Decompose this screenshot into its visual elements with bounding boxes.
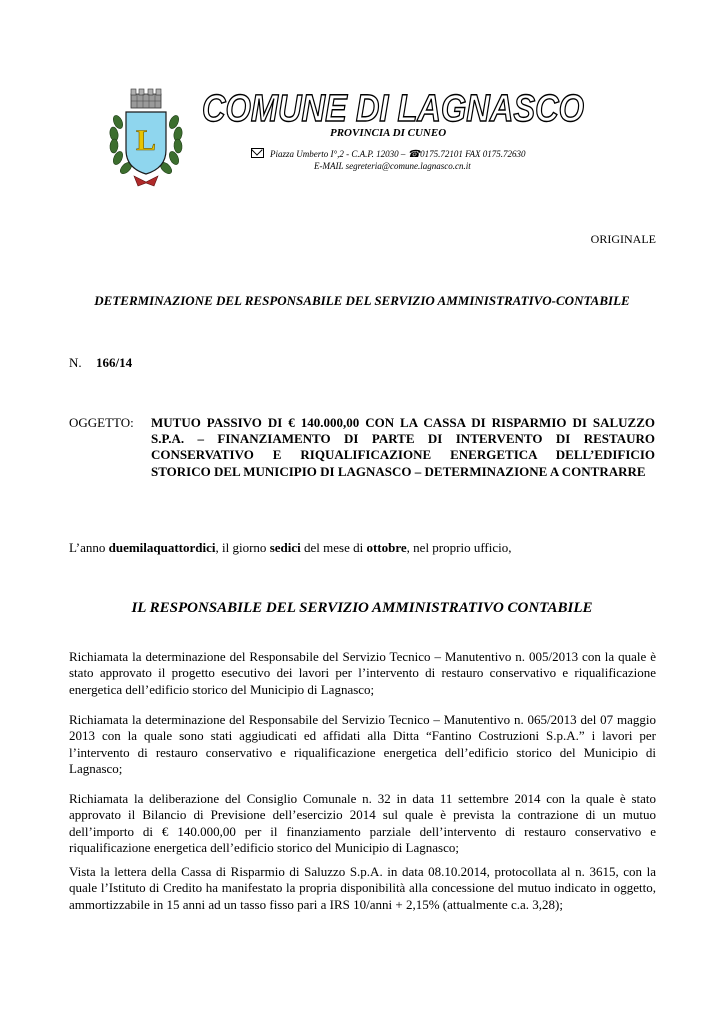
email-line: E-MAIL segreteria@comune.lagnasco.cn.it: [314, 161, 471, 171]
date-text-4: , nel proprio ufficio,: [406, 540, 512, 555]
number-value: 166/14: [96, 355, 133, 370]
responsible-title: IL RESPONSABILE DEL SERVIZIO AMMINISTRATIVO CONTABILE: [131, 600, 593, 616]
municipality-title: [198, 83, 588, 131]
date-day: sedici: [269, 540, 301, 555]
svg-text:L: L: [135, 124, 157, 157]
date-year: duemilaquattordici: [108, 540, 216, 555]
date-month: ottobre: [366, 540, 407, 555]
subject-label: OGGETTO:: [69, 415, 134, 430]
paragraph: Richiamata la determinazione del Responsabile del Servizio Tecnico – Manutentivo n. 065/2013 del 07 maggio 2013 con la quale sono stati aggiudicati ed affidati alla Ditta “Fantino Costruzioni S.p.A.” i lavori per l’intervento di restauro conservativo e riqualificazione energetica dell’edificio storico del Municipio di Lagnasco;: [69, 712, 656, 776]
paragraph: Vista la lettera della Cassa di Risparmio di Saluzzo S.p.A. in data 08.10.2014, protocollata al n. 3615, con la quale l’Istituto di Credito ha manifestato la propria disponibilità alla concessione del mutuo indicato in oggetto, ammortizzabile in 15 anni ad un tasso fisso pari a IRS 10/anni + 2,15% (attualmente c.a. 3,28);: [69, 864, 656, 912]
date-text-2: , il giorno: [215, 540, 270, 555]
envelope-icon: [251, 148, 264, 158]
paragraph: Richiamata la deliberazione del Consiglio Comunale n. 32 in data 11 settembre 2014 con la quale è stato approvato il Bilancio di Previsione dell’esercizio 2014 sul quale è prevista la contrazione di un mutuo dell’importo di € 140.000,00 per il finanziamento parziale dell’intervento di restauro conservativo e riqualificazione energetica dell’edificio storico del Municipio di Lagnasco;: [69, 791, 656, 855]
phone-fax-text: 0175.72101 FAX 0175.72630: [420, 149, 526, 159]
copy-mark: ORIGINALE: [590, 232, 656, 246]
paragraph: Richiamata la determinazione del Responsabile del Servizio Tecnico – Manutentivo n. 005/2013 con la quale è stato approvato il progetto esecutivo dei lavori per l’intervento di restauro conservativo e riqualificazione energetica dell’edificio storico del Municipio di Lagnasco;: [69, 649, 656, 697]
address-line: [251, 148, 526, 160]
determination-number: [69, 355, 132, 371]
date-line: [69, 540, 512, 556]
phone-icon: ☎: [407, 149, 421, 160]
svg-text:COMUNE DI LAGNASCO: COMUNE DI LAGNASCO: [202, 88, 584, 130]
date-text-1: L’anno: [69, 540, 109, 555]
subject-text: MUTUO PASSIVO DI € 140.000,00 CON LA CASSA DI RISPARMIO DI SALUZZO S.P.A. – FINANZIAMENTO DI PARTE DI INTERVENTO DI RESTAURO CONSERVATIVO E RIQUALIFICAZIONE ENERGETICA DELL’EDIFICIO STORICO DEL MUNICIPIO DI LAGNASCO – DETERMINAZIONE A CONTRARRE: [151, 415, 655, 479]
number-label: N.: [69, 355, 82, 370]
determination-title: DETERMINAZIONE DEL RESPONSABILE DEL SERVIZIO AMMINISTRATIVO-CONTABILE: [94, 293, 630, 308]
coat-of-arms-icon: [104, 84, 188, 192]
province-label: PROVINCIA DI CUNEO: [330, 127, 447, 139]
address-text: Piazza Umberto I°,2 - C.A.P. 12030 –: [270, 149, 406, 159]
date-text-3: del mese di: [300, 540, 367, 555]
